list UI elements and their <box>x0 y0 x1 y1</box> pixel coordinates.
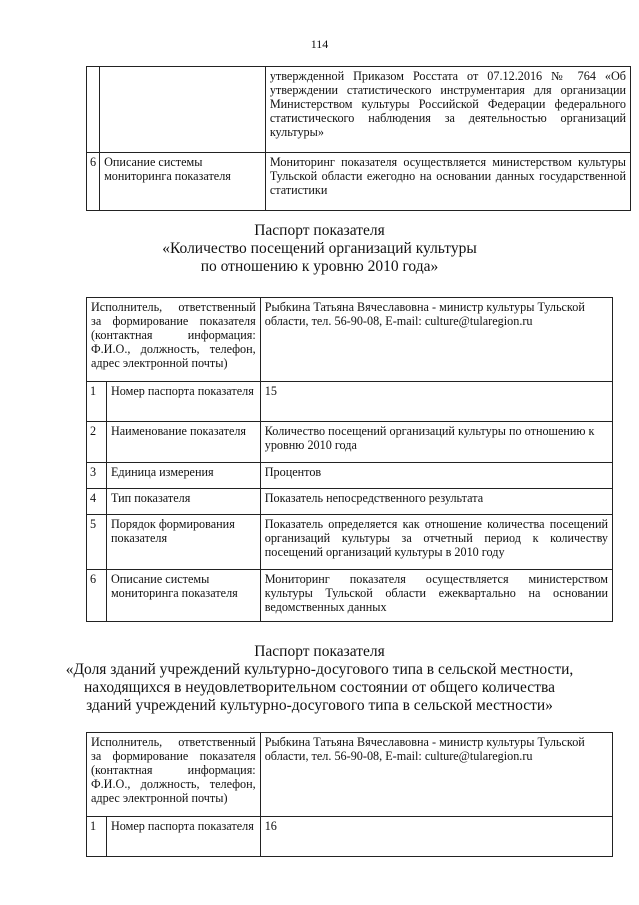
row-label: Тип показателя <box>106 489 260 515</box>
executor-value: Рыбкина Татьяна Вячеславовна - министр культуры Тульской области, тел. 56-90-08, E-mail: culture@tularegion.ru <box>260 298 612 382</box>
row-number: 3 <box>87 463 107 489</box>
executor-row <box>87 733 613 817</box>
passport-1-heading: Паспорт показателя <box>254 222 385 239</box>
row-label: Описание системы мониторинга показателя <box>100 153 266 211</box>
row-value: Мониторинг показателя осуществляется министерством культуры Тульской области ежегодно на основании данных государственной статистики <box>265 153 630 211</box>
table-row <box>87 515 613 570</box>
row-value: Количество посещений организаций культуры по отношению к уровню 2010 года <box>260 422 612 463</box>
row-value: утвержденной Приказом Росстата от 07.12.2016 № 764 «Об утверждении статистического инструментария для организации Министерством культуры Российской Федерации федерального статистического наблюдения за деятельностью организаций культуры» <box>265 67 630 153</box>
page-number: 114 <box>310 37 329 51</box>
row-number: 1 <box>87 382 107 422</box>
row-label: Номер паспорта показателя <box>106 817 260 857</box>
row-label: Наименование показателя <box>106 422 260 463</box>
row-number: 4 <box>87 489 107 515</box>
row-number: 5 <box>87 515 107 570</box>
row-value: Показатель определяется как отношение количества посещений организаций культуры за отчетный период к количеству посещений организаций культуры в 2010 году <box>260 515 612 570</box>
executor-label: Исполнитель, ответственный за формирование показателя (контактная информация: Ф.И.О., должность, телефон, адрес электронной почты) <box>87 298 261 382</box>
row-number: 2 <box>87 422 107 463</box>
passport-1-title <box>0 222 639 276</box>
row-label: Единица измерения <box>106 463 260 489</box>
table-row <box>87 153 631 211</box>
row-label: Описание системы мониторинга показателя <box>106 570 260 622</box>
passport-2-name-line-1: «Доля зданий учреждений культурно-досугового типа в сельской местности, <box>65 661 574 678</box>
passport-2-name-line-2: находящихся в неудовлетворительном состоянии от общего количества <box>84 679 555 696</box>
passport-1-table <box>86 297 613 622</box>
row-value: 16 <box>260 817 612 857</box>
executor-label: Исполнитель, ответственный за формирование показателя (контактная информация: Ф.И.О., должность, телефон, адрес электронной почты) <box>87 733 261 817</box>
passport-2-table <box>86 732 613 857</box>
passport-2-heading: Паспорт показателя <box>254 643 385 660</box>
passport-2-title <box>0 643 639 715</box>
table-row <box>87 422 613 463</box>
row-number: 6 <box>87 153 100 211</box>
table-row <box>87 817 613 857</box>
table-row <box>87 570 613 622</box>
passport-2-name-line-3: зданий учреждений культурно-досугового типа в сельской местности» <box>86 697 553 714</box>
executor-value: Рыбкина Татьяна Вячеславовна - министр культуры Тульской области, тел. 56-90-08, E-mail: culture@tularegion.ru <box>260 733 612 817</box>
executor-row <box>87 298 613 382</box>
row-value: Мониторинг показателя осуществляется министерством культуры Тульской области ежеквартально на основании ведомственных данных <box>260 570 612 622</box>
table-row <box>87 463 613 489</box>
passport-1-name-line-1: «Количество посещений организаций культуры <box>162 240 477 257</box>
row-label: Порядок формирования показателя <box>106 515 260 570</box>
table-row <box>87 489 613 515</box>
row-value: Показатель непосредственного результата <box>260 489 612 515</box>
row-number: 6 <box>87 570 107 622</box>
row-value: 15 <box>260 382 612 422</box>
passport-1-name-line-2: по отношению к уровню 2010 года» <box>200 258 439 275</box>
row-value: Процентов <box>260 463 612 489</box>
continuation-table <box>86 66 631 211</box>
table-row <box>87 67 631 153</box>
table-row <box>87 382 613 422</box>
row-number: 1 <box>87 817 107 857</box>
row-label: Номер паспорта показателя <box>106 382 260 422</box>
